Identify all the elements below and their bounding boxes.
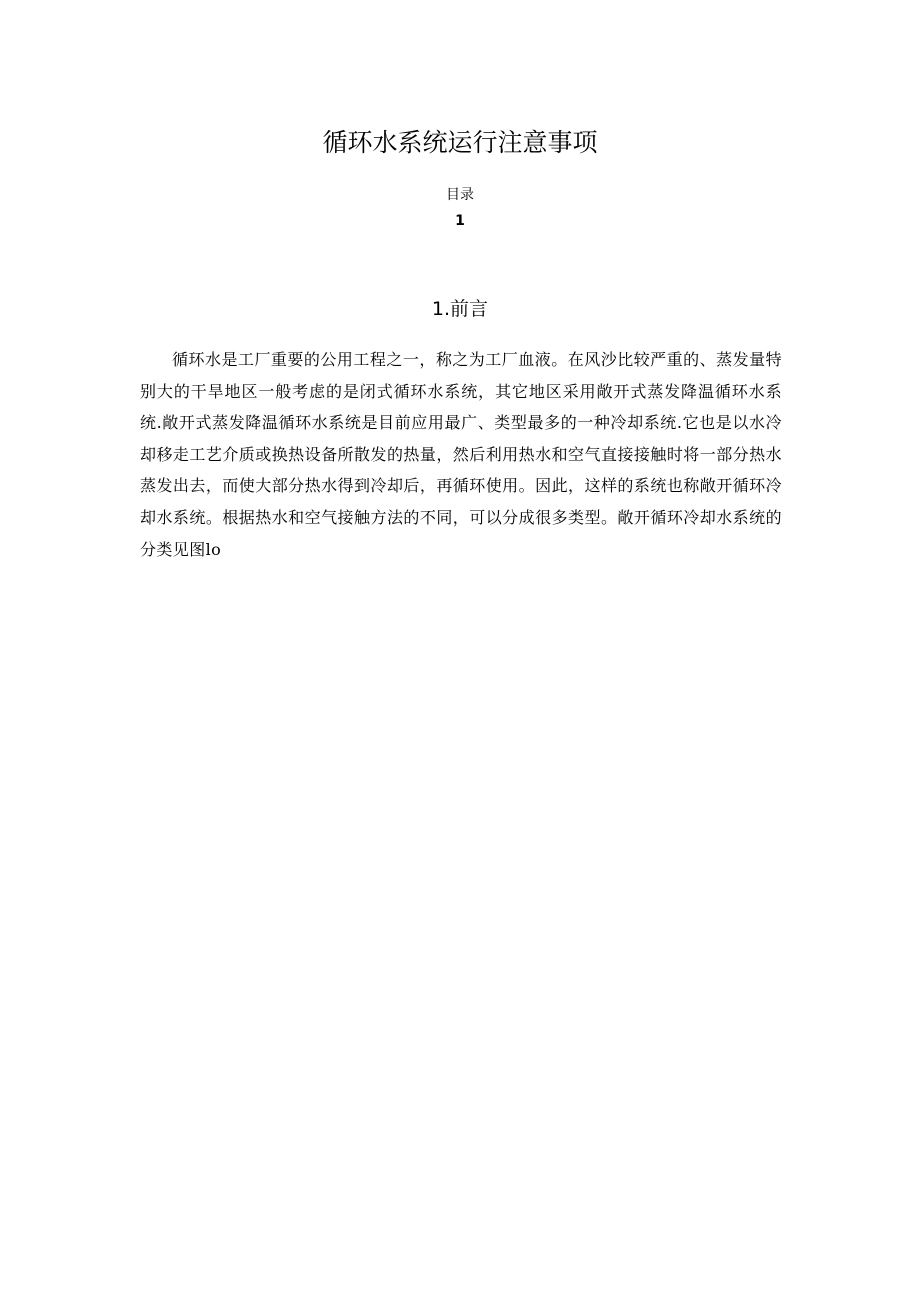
toc-entry: 1 — [455, 213, 465, 229]
body-paragraph: 循环水是工厂重要的公用工程之一，称之为工厂血液。在风沙比较严重的、蒸发量特别大的干旱地区一般考虑的是闭式循环水系统，其它地区采用敞开式蒸发降温循环水系统.敞开式蒸发降温循环水系统是目前应用最广、类型最多的一种冷却系统.它也是以水冷却移走工艺介质或换热设备所散发的热量，然后利用热水和空气直接接触时将一部分热水蒸发出去，而使大部分热水得到冷却后，再循环使用。因此，这样的系统也称敞开循环冷却水系统。根据热水和空气接触方法的不同，可以分成很多类型。敞开循环冷却水系统的分类见图lo — [140, 350, 782, 559]
document-title: 循环水系统运行注意事项 — [322, 128, 598, 157]
section-heading: 1.前言 — [431, 298, 489, 320]
toc-label: 目录 — [446, 187, 474, 203]
